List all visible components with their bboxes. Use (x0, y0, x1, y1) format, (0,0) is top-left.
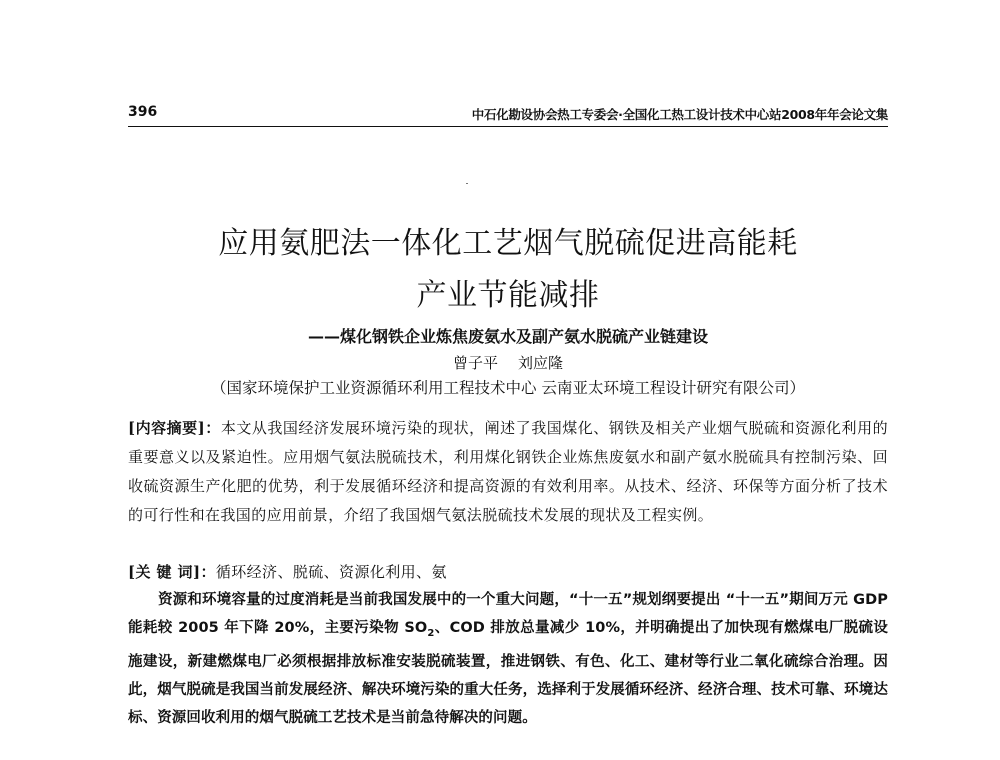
keywords-label: [关 键 词]： (128, 563, 216, 581)
running-header: 中石化勘设协会热工专委会·全国化工热工设计技术中心站2008年年会论文集 (471, 107, 888, 122)
keywords-text: 循环经济、脱硫、资源化利用、氨 (215, 563, 447, 581)
title-line-1: 应用氨肥法一体化工艺烟气脱硫促进高能耗 (218, 226, 798, 261)
keywords (128, 558, 888, 587)
subtitle: ——煤化钢铁企业炼焦废氨水及副产氨水脱硫产业链建设 (307, 327, 708, 346)
abstract-text: 本文从我国经济发展环境污染的现状，阐述了我国煤化、钢铁及相关产业烟气脱硫和资源化利用的重要意义以及紧迫性。应用烟气氨法脱硫技术，利用煤化钢铁企业炼焦废氨水和副产氨水脱硫具有控制污染、回收硫资源生产化肥的优势，利于发展循环经济和提高资源的有效利用率。从技术、经济、环保等方面分析了技术的可行性和在我国的应用前景，介绍了我国烟气氨法脱硫技术发展的现状及工程实例。 (128, 419, 888, 524)
page-header (128, 104, 888, 127)
author-name: 曾子平 (452, 354, 498, 372)
body-paragraph (128, 586, 888, 732)
body-text-part: 、COD 排放总量减少 10%，并明确提出了加快现有燃煤电厂脱硫设施建设，新建燃煤电厂必须根据排放标准安装脱硫装置，推进钢铁、有色、化工、建材等行业二氧化硫综合治理。因此，烟气脱硫是我国当前发展经济、解决环境污染的重大任务，选择利于发展循环经济、经济合理、技术可靠、环境达标、资源回收利用的烟气脱硫工艺技术是当前急待解决的问题。 (128, 620, 888, 726)
abstract (128, 414, 888, 530)
title-line-2: 产业节能减排 (416, 278, 600, 313)
so2-subscript: 2 (427, 627, 435, 639)
author-name: 刘应隆 (518, 354, 564, 372)
scan-speck (466, 183, 468, 184)
body-text-part: 资源和环境容量的过度消耗是当前我国发展中的一个重大问题，“十一五”规划纲要提出 “十一五”期间万元 GDP 能耗较 2005 年下降 20%，主要污染物 SO (128, 592, 888, 636)
affiliation: （国家环境保护工业资源循环利用工程技术中心 云南亚太环境工程设计研究有限公司） (211, 379, 805, 397)
page-number: 396 (128, 104, 158, 120)
abstract-label: [内容摘要]： (128, 419, 221, 437)
authors (128, 352, 888, 373)
